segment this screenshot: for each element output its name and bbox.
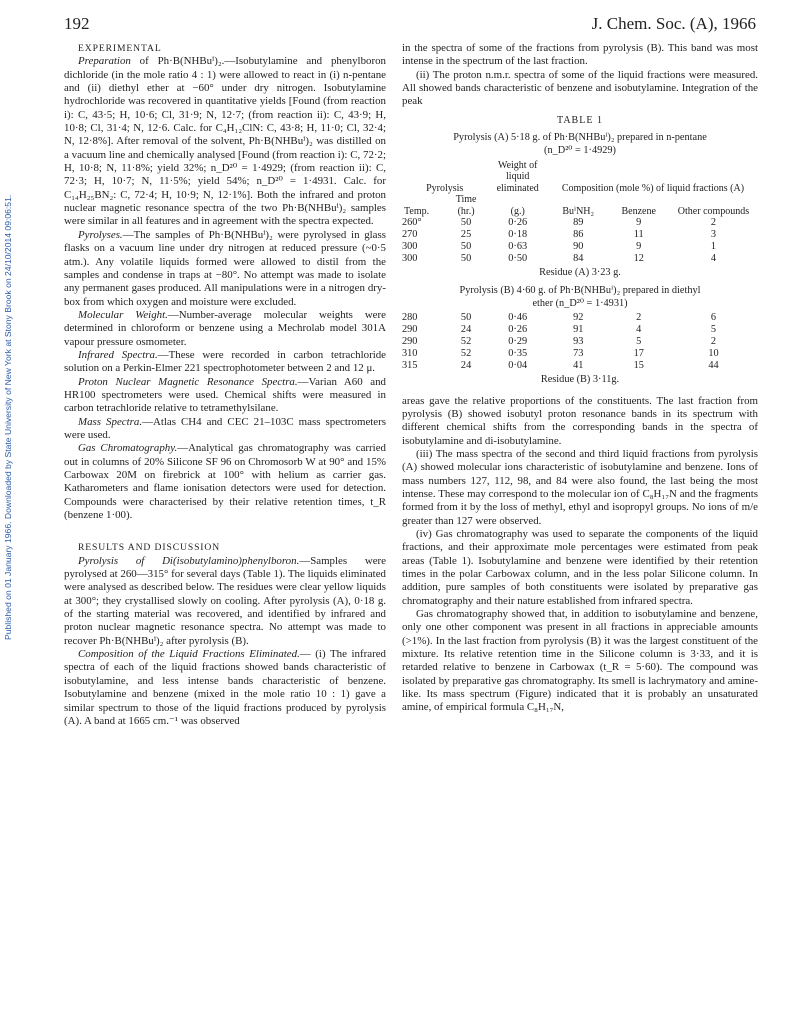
table-cell: 4 — [710, 252, 717, 264]
table-row — [402, 253, 758, 265]
col-header-composition: Composition (mole %) of liquid fractions (A) — [561, 182, 745, 194]
table-row — [402, 229, 758, 241]
table-cell: 0·46 — [508, 312, 528, 324]
paragraph-pyrolyses — [64, 229, 386, 309]
table-body-b — [402, 312, 758, 372]
col-header-benzene: Benzene — [621, 205, 656, 217]
table-cell: 0·18 — [508, 228, 528, 240]
table-cell: 24 — [460, 360, 472, 372]
table-cell: 300 — [402, 252, 418, 264]
residue-a: Residue (A) 3·23 g. — [539, 266, 621, 278]
table-cell: 5 — [710, 324, 717, 336]
col-header-pyrolysis: Pyrolysis — [426, 182, 464, 194]
table-cell: 52 — [460, 336, 472, 348]
table-cell: 0·26 — [508, 324, 528, 336]
table-pyrolysis-a — [402, 160, 758, 265]
table-cell: 24 — [460, 324, 472, 336]
table-1 — [402, 115, 758, 387]
table-cell: 0·29 — [508, 336, 528, 348]
table-cell: 0·63 — [508, 240, 528, 252]
run-in-heading: Proton Nuclear Magnetic Resonance Spectra. — [78, 375, 298, 388]
table-cell: 310 — [402, 348, 418, 360]
table-cell: 0·35 — [508, 348, 528, 360]
table-cell: 1 — [710, 240, 717, 252]
table-cell: 15 — [633, 360, 644, 372]
run-in-heading: Preparation — [78, 55, 131, 68]
table-title: TABLE 1 — [557, 114, 603, 126]
table-cell: 50 — [460, 312, 472, 324]
table-cell: 41 — [573, 360, 584, 372]
table-cell: 92 — [573, 312, 584, 324]
table-cell: 3 — [710, 228, 717, 240]
table-cell: 11 — [633, 228, 644, 240]
paragraph-text: —Varian A60 and HR100 spectrometers were used. Chemical shifts were measured in carbon tetrachloride relative to tetramethylsilane. — [64, 375, 386, 415]
table-caption-b: Pyrolysis (B) 4·60 g. of Ph·B(NHBuⁱ)₂ prepared in diethyl — [459, 285, 701, 297]
paragraph-pyrolysis-di — [64, 555, 386, 648]
table-cell: 6 — [710, 312, 717, 324]
table-cell: 290 — [402, 336, 418, 348]
table-row — [402, 324, 758, 336]
table-cell: 25 — [460, 228, 472, 240]
paragraph-text: —The samples of Ph·B(NHBuⁱ)₂ were pyrolysed in glass flasks on a vacuum line under dry nitrogen at reduced pressure (~0·5 atm.). Any volatile liquids formed were allowed to distil from the samples and condense in traps at −80°. No attempt was made to isolate any permanent gases produced. All manipulations were in a nitrogen dry-box from which oxygen and moisture were excluded. — [64, 228, 386, 308]
paragraph-areas: areas gave the relative proportions of the constituents. The last fraction from pyrolysis (B) showed isobutyl proton resonance bands in its spectrum with different chemical shifts from the corresponding bands in the spectra of isobutylamine and di-isobutylamine. — [402, 394, 758, 447]
table-cell: 90 — [573, 240, 584, 252]
col-header-temp: Temp. — [404, 205, 430, 217]
paragraph-gc-results: Gas chromatography showed that, in addition to isobutylamine and benzene, only one other component was present in all fractions in appreciable amounts (>1%). In the last fraction from pyrolysis (B) it was the largest constituent of the mixture. Its relative retention time in the Silicone column is 3·33, and it is retarded relative to benzene in Carbowax (t_R = 5·60). The compound was isolated by preparative gas chromatography. Its smell is lachrymatory and amine-like. Its mass spectrum (Figure) indicated that it is probably an unsaturated amine, of empirical formula C₈H₁₇N, — [402, 608, 758, 714]
run-in-heading: Infrared Spectra. — [78, 348, 158, 361]
paragraph-text: —Atlas CH4 and CEC 21–103C mass spectrometers were used. — [64, 415, 387, 441]
paragraph-text: —These were recorded in carbon tetrachloride solution on a Perkin-Elmer 221 spectrophotometer between 2 and 12 μ. — [64, 348, 387, 375]
journal-citation: J. Chem. Soc. (A), 1966 — [591, 14, 756, 33]
table-cell: 86 — [573, 228, 584, 240]
run-in-heading: Pyrolyses. — [78, 228, 123, 241]
section-heading-experimental: EXPERIMENTAL — [78, 43, 162, 54]
paragraph-preparation — [64, 55, 386, 228]
run-in-heading: Composition of the Liquid Fractions Eliminated. — [78, 648, 300, 661]
table-row — [402, 217, 758, 229]
paragraph-infrared — [64, 349, 386, 376]
paragraph-iii: (iii) The mass spectra of the second and third liquid fractions from pyrolysis (A) showed molecular ions characteristic of isobutylamine and benzene. Ions of mass numbers 127, 112, 98, and 84 were also found, the last being the most intense. These may correspond to the molecular ion of C₈H₁₇N and the fragments formed from it by the loss of methyl, ethyl and isopropyl groups. No ions of m/e greater than 127 were observed. — [402, 447, 758, 527]
run-in-heading: Mass Spectra. — [78, 415, 143, 428]
table-cell: 0·50 — [508, 252, 528, 264]
table-cell: 44 — [708, 360, 719, 372]
section-spacer — [64, 522, 386, 541]
paragraph-continued: in the spectra of some of the fractions from pyrolysis (B). This band was most intense in the spectrum of the last fraction. — [402, 42, 758, 68]
table-cell: 84 — [573, 252, 584, 264]
col-header-weight: Weight of liquid eliminated — [496, 159, 539, 194]
col-header-bunh2: BuⁱNH₂ — [562, 205, 595, 217]
table-cell: 50 — [460, 217, 472, 228]
table-cell: 5 — [636, 336, 642, 348]
table-cell: 300 — [402, 240, 418, 252]
table-cell: 9 — [636, 217, 642, 228]
run-in-heading-rest: of Ph·B(NHBuⁱ)₂. — [130, 55, 225, 68]
table-row — [402, 360, 758, 372]
paragraph-text: —Isobutylamine and phenylboron dichloride (in the mole ratio 4 : 1) were allowed to react in (i) n-pentane and (ii) diethyl ether at −60° under dry nitrogen. Isobutylamine hydrochloride was recovered in quantitative yields [Found (from reaction i): C, 43·5; H, 10·6; Cl, 31·9; N, 12·7; (from reaction ii): C, 43·9; H, 10·8; Cl, 31·4; N, 12·6. Calc. for C₄H₁₂ClN: C, 43·8; H, 11·0; Cl, 32·4; N, 12·8%]. After removal of the solvent, Ph·B(NHBuⁱ)₂ was distilled on a vacuum line and chemically analysed [Found (from reaction i): C, 72·2; H, 10·8; N, 11·8%; yield 32%; n_D²⁰ = 1·4929; (from reaction ii): C, 72·3; H, 10·7; N, 11·5%; yield 54%; n_D²⁰ = 1·4931. Calc. for C₁₄H₂₅BN₂: C, 72·4; H, 10·9; N, 12·1%]. Both the infrared and proton nuclear magnetic resonance spectra of the two Ph·B(NHBuⁱ)₂ samples were similar in all features and in agreement with the spectra expected. — [64, 55, 386, 228]
table-cell: 2 — [710, 336, 717, 348]
table-cell: 17 — [633, 348, 644, 360]
paragraph-composition — [64, 648, 386, 728]
run-in-heading: Molecular Weight. — [78, 308, 168, 321]
paragraph-mass — [64, 416, 386, 443]
table-cell: 0·04 — [508, 360, 528, 372]
run-in-heading: Pyrolysis of Di(isobutylamino)phenylboron. — [78, 554, 300, 567]
residue-b: Residue (B) 3·11g. — [540, 373, 620, 385]
section-heading-results: RESULTS AND DISCUSSION — [78, 542, 221, 554]
paragraph-text: —Analytical gas chromatography was carried out in columns of 20% Silicone SF 96 on Chromosorb W at 90° and 15% Carbowax 20M on firebrick at 100° with helium as carrier gas. Katharometers and flame ionisation detectors were used for detection. Compounds were characterised by their relative retention times, t_R (benzene 1·00). — [64, 442, 386, 522]
table-row — [402, 336, 758, 348]
paragraph-text: —Number-average molecular weights were determined in chloroform or benzene using a Mechrolab model 301A vapour pressure osmometer. — [64, 308, 386, 348]
table-cell: 260° — [402, 217, 422, 228]
table-cell: 280 — [402, 312, 418, 324]
table-cell: 89 — [573, 217, 584, 228]
table-cell: 52 — [460, 348, 472, 360]
paragraph-gc — [64, 442, 386, 522]
download-watermark[interactable]: Published on 01 January 1966. Downloaded by State University of New York at Stony Brook on 24/10/2014 09:06:51. — [3, 194, 13, 640]
table-cell: 73 — [573, 348, 584, 360]
run-in-heading: Gas Chromatography. — [78, 442, 178, 455]
page-number: 192 — [64, 14, 90, 33]
table-row — [402, 312, 758, 324]
table-cell: 2 — [710, 217, 717, 228]
col-header-grams: (g.) — [510, 205, 525, 217]
col-header-time: Time (hr.) — [455, 194, 477, 217]
table-pyrolysis-b — [402, 312, 758, 372]
table-caption-b-refractive: ether (n_D²⁰ = 1·4931) — [532, 297, 628, 309]
paragraph-text: — (i) The infrared spectra of each of the liquid fractions showed bands characteristic of isobutylamine, and less intense bands characteristic of benzene. Isobutylamine and benzene (mixed in the mole ratio 10 : 1) gave a similar spectrum to those of the liquid fractions produced by pyrolysis (A). A band at 1665 cm.⁻¹ was observed — [64, 648, 386, 727]
table-cell: 10 — [708, 348, 719, 360]
table-cell: 12 — [633, 252, 644, 264]
table-cell: 270 — [402, 228, 418, 240]
table-cell: 315 — [402, 360, 418, 372]
page-header — [64, 14, 756, 40]
table-body-a — [402, 217, 758, 265]
table-cell: 50 — [460, 252, 472, 264]
paragraph-molecular-weight — [64, 309, 386, 349]
table-caption-a-refractive: (n_D²⁰ = 1·4929) — [544, 144, 616, 156]
table-row — [402, 241, 758, 253]
col-header-other: Other compounds — [677, 205, 750, 217]
table-cell: 9 — [636, 240, 642, 252]
table-caption-a: Pyrolysis (A) 5·18 g. of Ph·B(NHBuⁱ)₂ prepared in n-pentane — [453, 132, 707, 144]
paragraph-text: —Samples were pyrolysed at 260—315° for several days (Table 1). The liquids eliminated were analysed as described below. The residues were clear yellow liquids at 300°; they crystallised slowly on cooling. After pyrolysis (A), 0·18 g. of the starting material was recovered, and identified by infrared and proton nuclear magnetic resonance spectra. No attempt was made to recover Ph·B(NHBuⁱ)₂ after pyrolysis (B). — [64, 554, 386, 647]
table-cell: 93 — [573, 336, 584, 348]
paragraph-nmr — [64, 376, 386, 416]
paragraph-ii: (ii) The proton n.m.r. spectra of some of the liquid fractions were measured. All showed bands characteristic of benzene and isobutylamine. Integration of the peak — [402, 68, 758, 108]
table-cell: 0·26 — [508, 217, 528, 228]
table-cell: 290 — [402, 324, 418, 336]
table-cell: 91 — [573, 324, 584, 336]
table-cell: 2 — [636, 312, 642, 324]
left-column — [64, 42, 386, 728]
right-column — [402, 42, 758, 715]
table-row — [402, 348, 758, 360]
paragraph-iv: (iv) Gas chromatography was used to separate the components of the liquid fractions, and their approximate mole percentages were estimated from peak areas (Table 1). Isobutylamine and benzene were identified by their retention times in the polar Carbowax column, and in the less polar Silicone column. In addition, pure samples of both constituents were isolated by preparative gas chromatography and their nature established from infrared spectra. — [402, 527, 758, 607]
table-cell: 4 — [636, 324, 642, 336]
table-cell: 50 — [460, 240, 472, 252]
